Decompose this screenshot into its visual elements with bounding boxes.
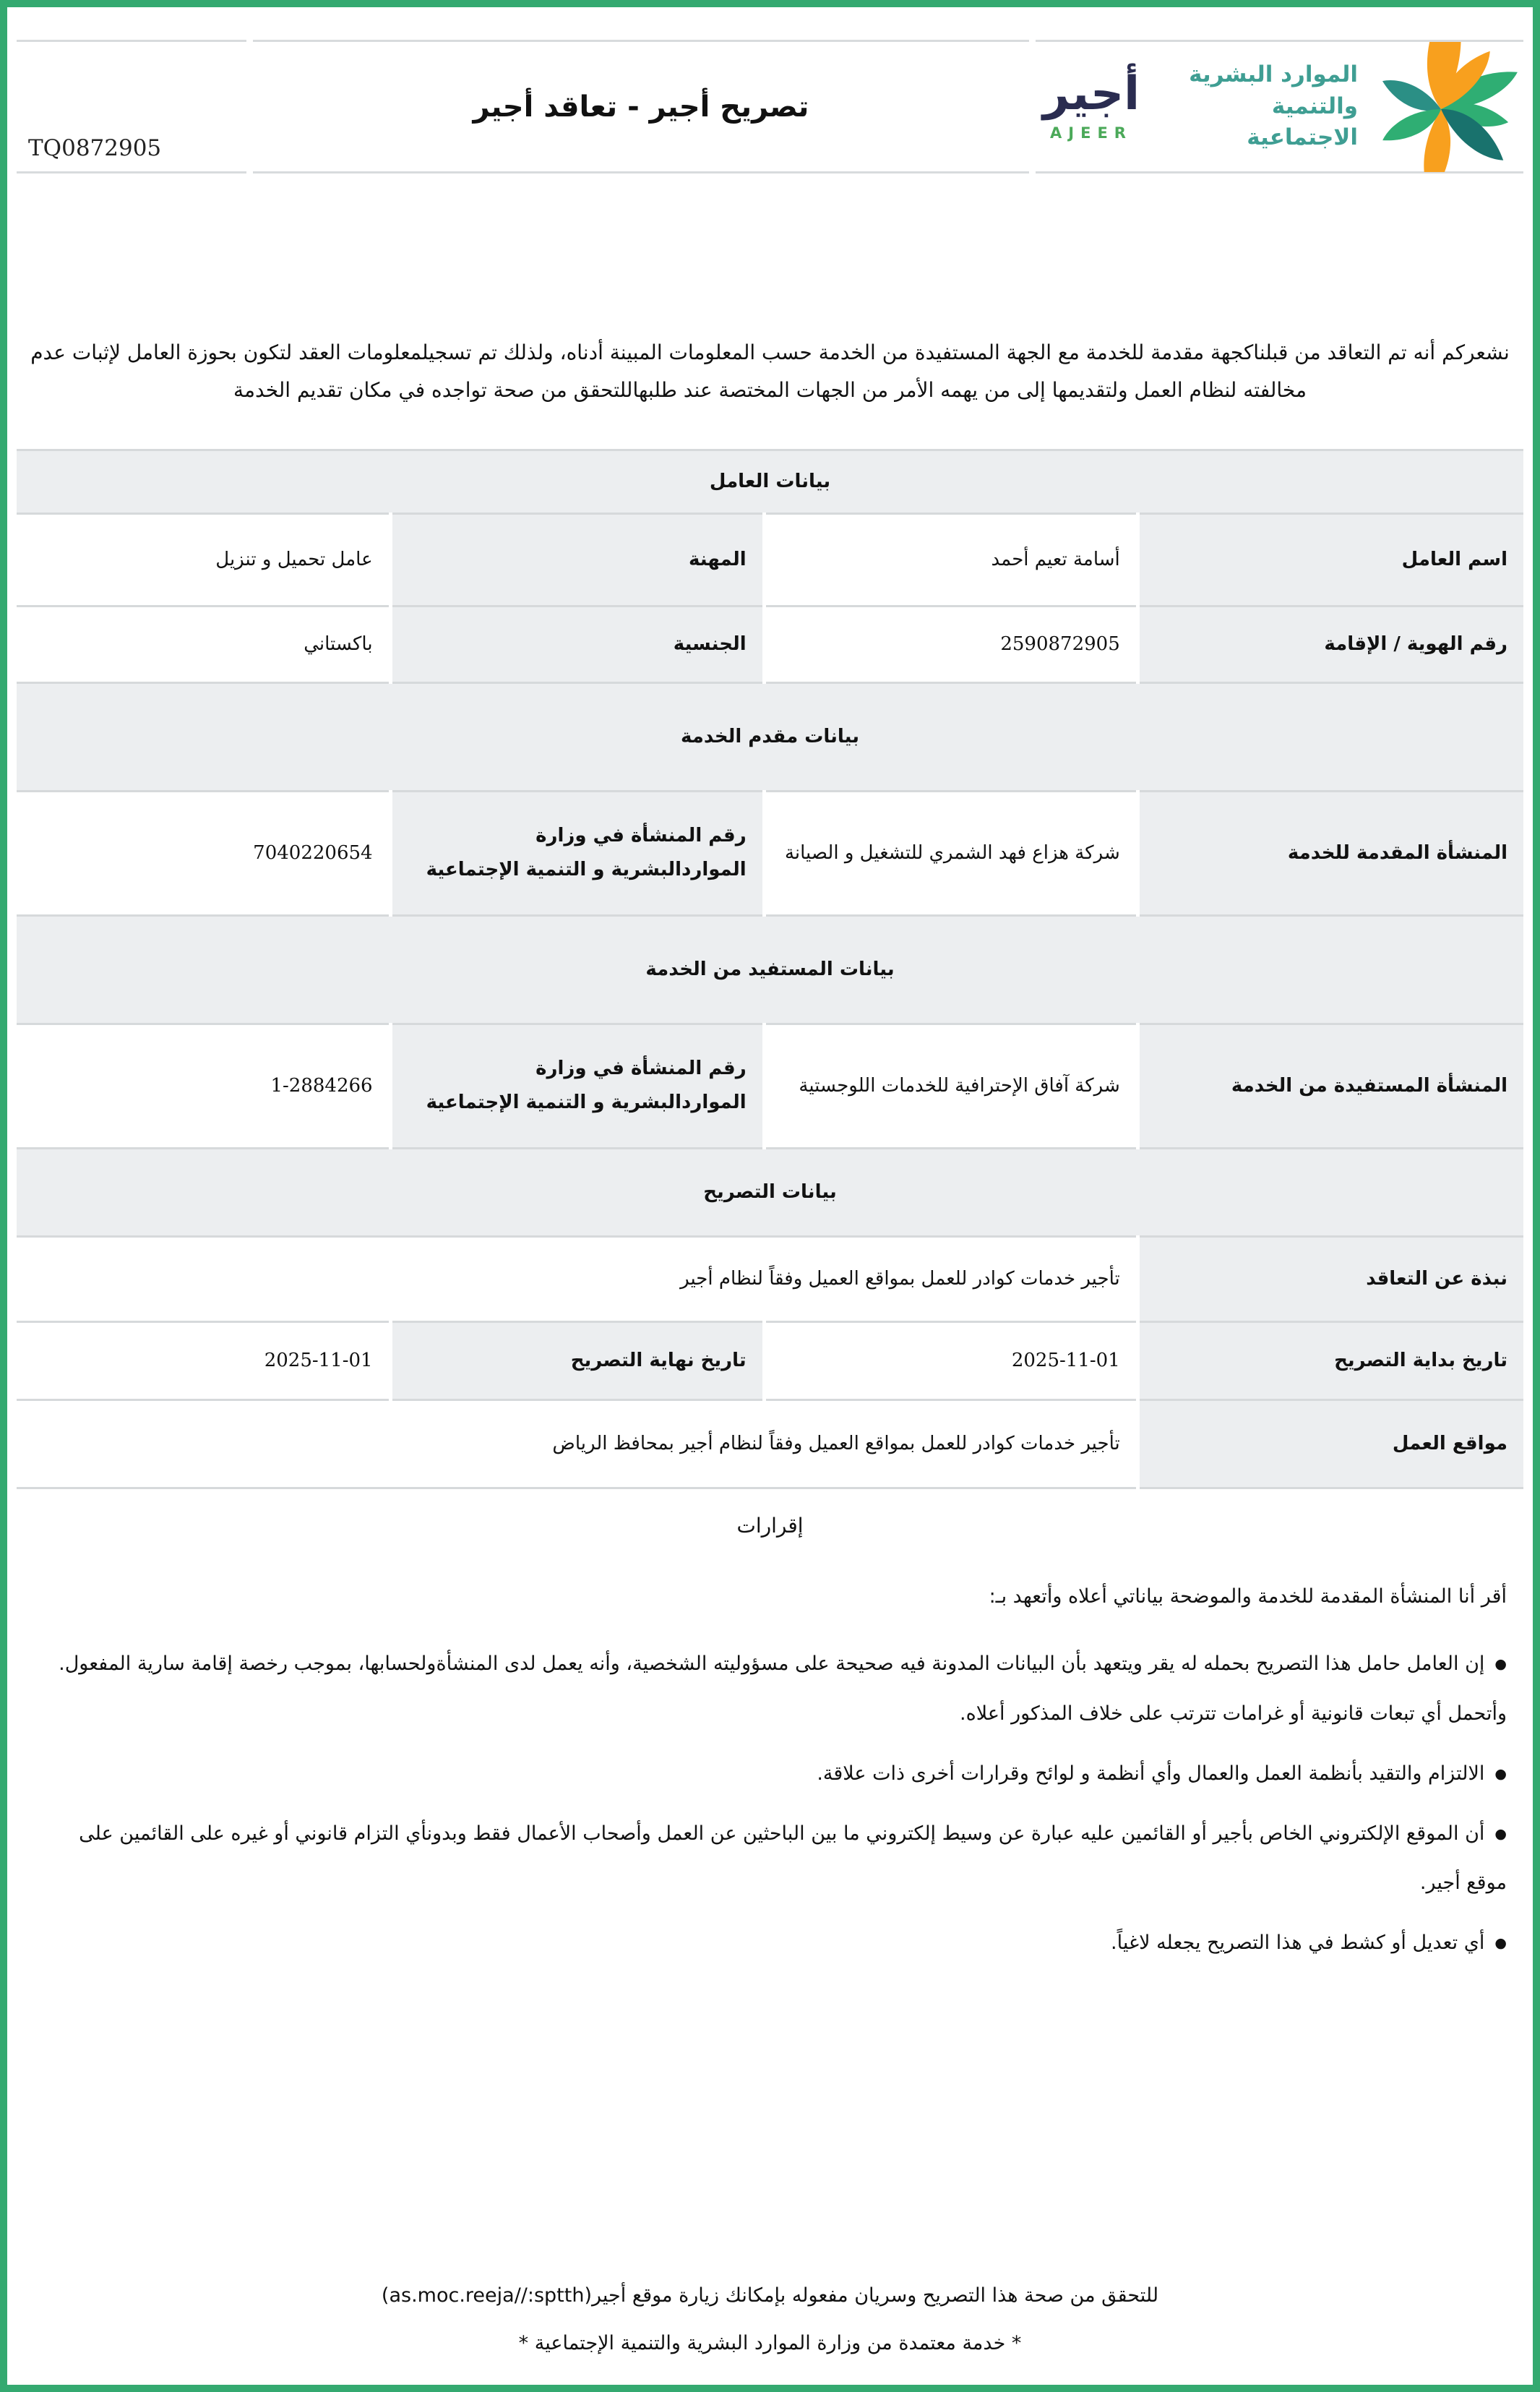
end-date-value: 2025-11-01 bbox=[17, 1321, 390, 1399]
declarations-heading: إقرارات bbox=[736, 1513, 804, 1538]
beneficiary-ministry-number-value: 1-2884266 bbox=[17, 1024, 390, 1148]
start-date-label: تاريخ بداية التصريح bbox=[1137, 1321, 1523, 1399]
nationality-label: الجنسية bbox=[390, 606, 764, 682]
table-row bbox=[17, 1236, 1523, 1321]
provider-section-header: بيانات مقدم الخدمة bbox=[17, 682, 1523, 791]
provider-ministry-number-label: رقم المنشأة في وزارة المواردالبشرية و التنمية الإجتماعية bbox=[390, 791, 764, 915]
bullet-icon: ● bbox=[1494, 1656, 1507, 1673]
declaration-item bbox=[33, 1749, 1507, 1799]
permit-data-table bbox=[17, 449, 1523, 1489]
worker-name-label: اسم العامل bbox=[1137, 513, 1523, 606]
section-header-row bbox=[17, 450, 1523, 513]
declaration-item bbox=[33, 1809, 1507, 1909]
footer-verify-line: للتحقق من صحة هذا التصريح وسريان مفعوله بإمكانك زيارة موقع أجير(as.moc.reeja//:sptth) bbox=[381, 2284, 1159, 2307]
table-row bbox=[17, 606, 1523, 682]
declarations-section bbox=[33, 1514, 1507, 1968]
table-row bbox=[17, 513, 1523, 606]
nationality-value: باكستاني bbox=[17, 606, 390, 682]
contract-about-label: نبذة عن التعاقد bbox=[1137, 1236, 1523, 1321]
id-number-value: 2590872905 bbox=[764, 606, 1137, 682]
ajeer-logo-arabic: أجير bbox=[1043, 67, 1140, 121]
document-header bbox=[17, 40, 1523, 173]
contract-about-value: تأجير خدمات كوادر للعمل بمواقع العميل وفقاً لنظام أجير bbox=[17, 1236, 1137, 1321]
table-row bbox=[17, 1321, 1523, 1399]
page-title: تصريح أجير - تعاقد أجير bbox=[473, 90, 809, 124]
permit-number-box bbox=[17, 40, 246, 173]
provider-ministry-number-value: 7040220654 bbox=[17, 791, 390, 915]
permit-number: TQ0872905 bbox=[28, 135, 162, 161]
declaration-text: إن العامل حامل هذا التصريح بحمله له يقر ويتعهد بأن البيانات المدونة فيه صحيحة على مسؤوليته الشخصية، وأنه يعمل لدى المنشأةولحسابها، بموجب رخصة إقامة سارية المفعول. وأتحمل أي تبعات قانونية أو غرامات تترتب على خلاف المذكور أعلاه. bbox=[59, 1652, 1507, 1725]
table-row bbox=[17, 1399, 1523, 1488]
table-row bbox=[17, 791, 1523, 915]
declaration-item bbox=[33, 1919, 1507, 1968]
work-locations-label: مواقع العمل bbox=[1137, 1399, 1523, 1488]
start-date-value: 2025-11-01 bbox=[764, 1321, 1137, 1399]
bullet-icon: ● bbox=[1494, 1765, 1507, 1782]
profession-value: عامل تحميل و تنزيل bbox=[17, 513, 390, 606]
beneficiary-label: المنشأة المستفيدة من الخدمة bbox=[1137, 1024, 1523, 1148]
footer-approved-line: * خدمة معتمدة من وزارة الموارد البشرية والتنمية الإجتماعية * bbox=[518, 2331, 1022, 2354]
permit-section-header: بيانات التصريح bbox=[17, 1148, 1523, 1236]
ajeer-logo bbox=[1043, 69, 1140, 141]
declarations-intro: أقر أنا المنشأة المقدمة للخدمة والموضحة بياناتي أعلاه وأتعهد بـ: bbox=[989, 1585, 1507, 1608]
document-footer bbox=[7, 2272, 1533, 2367]
work-locations-value: تأجير خدمات كوادر للعمل بمواقع العميل وفقاً لنظام أجير بمحافظ الرياض bbox=[17, 1399, 1137, 1488]
section-header-row bbox=[17, 682, 1523, 791]
ministry-name bbox=[1164, 59, 1358, 153]
declaration-text: أي تعديل أو كشط في هذا التصريح يجعله لاغياً. bbox=[1111, 1932, 1485, 1955]
end-date-label: تاريخ نهاية التصريح bbox=[390, 1321, 764, 1399]
logos-box bbox=[1036, 40, 1523, 173]
declaration-item bbox=[33, 1639, 1507, 1739]
worker-name-value: أسامة تعيم أحمد bbox=[764, 513, 1137, 606]
bullet-icon: ● bbox=[1494, 1935, 1507, 1952]
table-row bbox=[17, 1024, 1523, 1148]
declaration-text: أن الموقع الإلكتروني الخاص بأجير أو القائمين عليه عبارة عن وسيط إلكتروني ما بين الباحثين عن العمل وأصحاب الأعمال فقط وبدونأي التزام قانوني أو غيره على القائمين على موقع أجير. bbox=[79, 1822, 1507, 1895]
beneficiary-ministry-number-label: رقم المنشأة في وزارة المواردالبشرية و التنمية الإجتماعية bbox=[390, 1024, 764, 1148]
ministry-name-line1: الموارد البشرية bbox=[1189, 61, 1358, 88]
beneficiary-value: شركة آفاق الإحترافية للخدمات اللوجستية bbox=[764, 1024, 1137, 1148]
provider-label: المنشأة المقدمة للخدمة bbox=[1137, 791, 1523, 915]
id-number-label: رقم الهوية / الإقامة bbox=[1137, 606, 1523, 682]
declarations-list bbox=[33, 1639, 1507, 1968]
section-header-row bbox=[17, 1148, 1523, 1236]
declaration-text: الالتزام والتقيد بأنظمة العمل والعمال وأي أنظمة و لوائح وقرارات أخرى ذات علاقة. bbox=[817, 1762, 1485, 1785]
intro-paragraph: نشعركم أنه تم التعاقد من قبلناكجهة مقدمة للخدمة مع الجهة المستفيدة من الخدمة حسب المعلومات المبينة أدناه، ولذلك تم تسجيلمعلومات العقد لتكون بحوزة العامل لإثبات عدم مخالفته لنظام العمل ولتقديمها إلى من يهمه الأمر من الجهات المختصة عند طلبهاللتحقق من صحة تواجده في مكان تقديم الخدمة bbox=[30, 340, 1510, 402]
ministry-name-line2: والتنمية الاجتماعية bbox=[1247, 93, 1358, 151]
worker-section-header: بيانات العامل bbox=[17, 450, 1523, 513]
section-header-row bbox=[17, 915, 1523, 1024]
ajeer-logo-latin: AJEER bbox=[1050, 124, 1132, 142]
title-box bbox=[253, 40, 1029, 173]
profession-label: المهنة bbox=[390, 513, 764, 606]
provider-value: شركة هزاع فهد الشمري للتشغيل و الصيانة bbox=[764, 791, 1137, 915]
hrsd-palm-emblem-icon bbox=[1382, 42, 1523, 172]
bullet-icon: ● bbox=[1494, 1825, 1507, 1842]
beneficiary-section-header: بيانات المستفيد من الخدمة bbox=[17, 915, 1523, 1024]
